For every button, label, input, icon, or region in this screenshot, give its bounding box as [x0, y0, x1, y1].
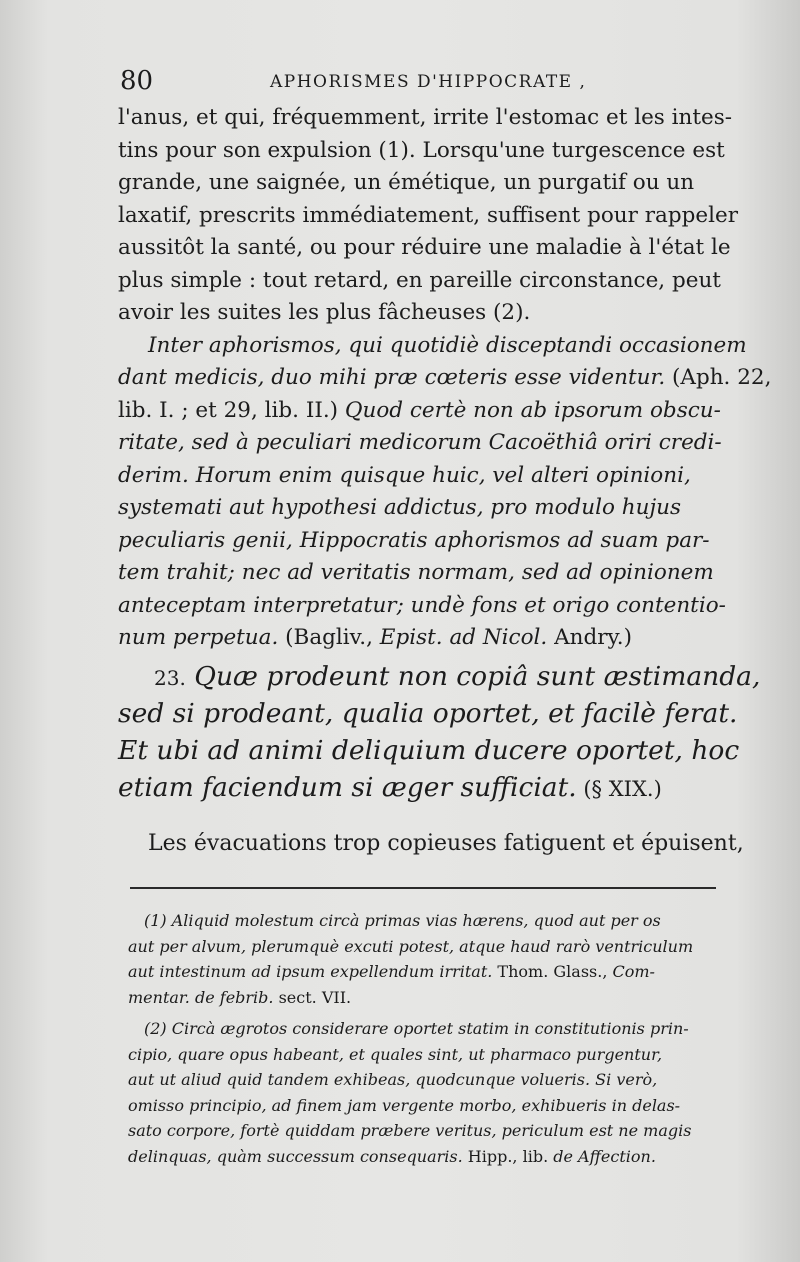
latin-quote: [118, 330, 772, 655]
footnote-text: delinquas, quàm successum consequaris.: [128, 1146, 463, 1166]
text-line: plus simple : tout retard, en pareille circonstance, peut: [118, 267, 721, 293]
aphorism-line: sed si prodeant, qualia oportet, et facilè ferat.: [118, 698, 738, 729]
footnote-text: aut intestinum ad ipsum expellendum irritat.: [128, 962, 493, 981]
footnote-1: [128, 908, 728, 1010]
quote-text: dant medicis, duo mihi præ cœteris esse videntur.: [118, 365, 666, 390]
text-line: laxatif, prescrits immédiatement, suffisent pour rappeler: [118, 202, 738, 228]
quote-line: tem trahit; nec ad veritatis normam, sed ad opinionem: [118, 560, 714, 585]
french-paragraph: [118, 102, 772, 655]
aphorism-23: [118, 658, 761, 806]
page-number: 80: [120, 66, 154, 96]
footnote-citation: Hipp., lib.: [462, 1146, 554, 1166]
footnote-line: cipio, quare opus habeant, et quales sint, ut pharmaco purgentur,: [128, 1044, 663, 1064]
footnote-line: [128, 1144, 728, 1170]
quote-line: Inter aphorismos, qui quotidiè disceptandi occasionem: [148, 332, 747, 358]
text-line: grande, une saignée, un émétique, un purgatif ou un: [118, 170, 695, 195]
quote-line: peculiaris genii, Hippocratis aphorismos ad suam par-: [118, 527, 710, 553]
quote-line: [118, 362, 772, 395]
aphorism-line: [118, 769, 734, 806]
footnotes: [128, 908, 728, 1175]
french-translation-start: [118, 828, 744, 861]
footnote-divider: [130, 887, 716, 889]
quote-citation: (Bagliv.,: [278, 625, 380, 650]
text-line: avoir les suites les plus fâcheuses (2).: [118, 300, 531, 325]
quote-line: [118, 395, 734, 428]
text-line: l'anus, et qui, fréquemment, irrite l'estomac et les intes-: [118, 105, 733, 130]
quote-citation: Andry.): [547, 625, 633, 650]
quote-line: ritate, sed à peculiari medicorum Cacoëthiâ oriri credi-: [118, 430, 722, 455]
aphorism-line: [118, 658, 761, 695]
aphorism-line: Et ubi ad animi deliquium ducere oportet, hoc: [118, 735, 740, 766]
quote-citation: (Aph. 22,: [665, 365, 772, 390]
footnote-line: (1) Aliquid molestum circà primas vias hærens, quod aut per os: [144, 911, 661, 930]
footnote-citation-title: de Affection.: [553, 1146, 656, 1166]
aphorism-text: etiam faciendum si æger sufficiat.: [118, 772, 577, 803]
text-line: aussitôt la santé, ou pour réduire une maladie à l'état le: [118, 235, 731, 260]
footnote-line: [128, 959, 728, 985]
footnote-2: [128, 1016, 728, 1169]
footnote-citation: Thom. Glass.,: [492, 962, 613, 981]
footnote-line: [128, 985, 728, 1011]
text-line: tins pour son expulsion (1). Lorsqu'une turgescence est: [118, 137, 725, 163]
quote-text: Quod certè non ab ipsorum obscu-: [338, 397, 721, 423]
footnote-line: omisso principio, ad finem jam vergente morbo, exhibueris in delas-: [128, 1095, 681, 1115]
quote-citation: lib. I. ; et 29, lib. II.): [118, 397, 339, 423]
footnote-line: sato corpore, fortè quiddam præbere veritus, periculum est ne magis: [128, 1121, 692, 1140]
aphorism-text: Quæ prodeunt non copiâ sunt æstimanda,: [185, 661, 761, 692]
quote-citation-title: Epist. ad Nicol.: [379, 625, 548, 650]
aphorism-reference: (§ XIX.): [576, 777, 662, 801]
page-header: [120, 66, 730, 100]
footnote-citation: sect. VII.: [273, 987, 352, 1007]
footnote-citation-title: mentar. de febrib.: [128, 987, 274, 1007]
running-head: APHORISMES D'HIPPOCRATE ,: [270, 72, 587, 92]
footnote-citation-title: Com-: [612, 962, 655, 981]
footnote-line: aut per alvum, plerumquè excuti potest, atque haud rarò ventriculum: [128, 936, 694, 956]
aphorism-number: 23.: [154, 666, 186, 690]
footnote-line: aut ut aliud quid tandem exhibeas, quodcunque volueris. Si verò,: [128, 1070, 658, 1089]
footnote-line: (2) Circà ægrotos considerare oportet statim in constitutionis prin-: [144, 1019, 689, 1038]
text-line: Les évacuations trop copieuses fatiguent et épuisent,: [148, 831, 744, 856]
quote-line: systemati aut hypothesi addictus, pro modulo hujus: [118, 495, 682, 520]
quote-text: num perpetua.: [118, 625, 279, 650]
quote-line: anteceptam interpretatur; undè fons et origo contentio-: [118, 592, 726, 618]
quote-line: derim. Horum enim quisque huic, vel alteri opinioni,: [118, 462, 691, 488]
quote-line: [118, 622, 734, 655]
